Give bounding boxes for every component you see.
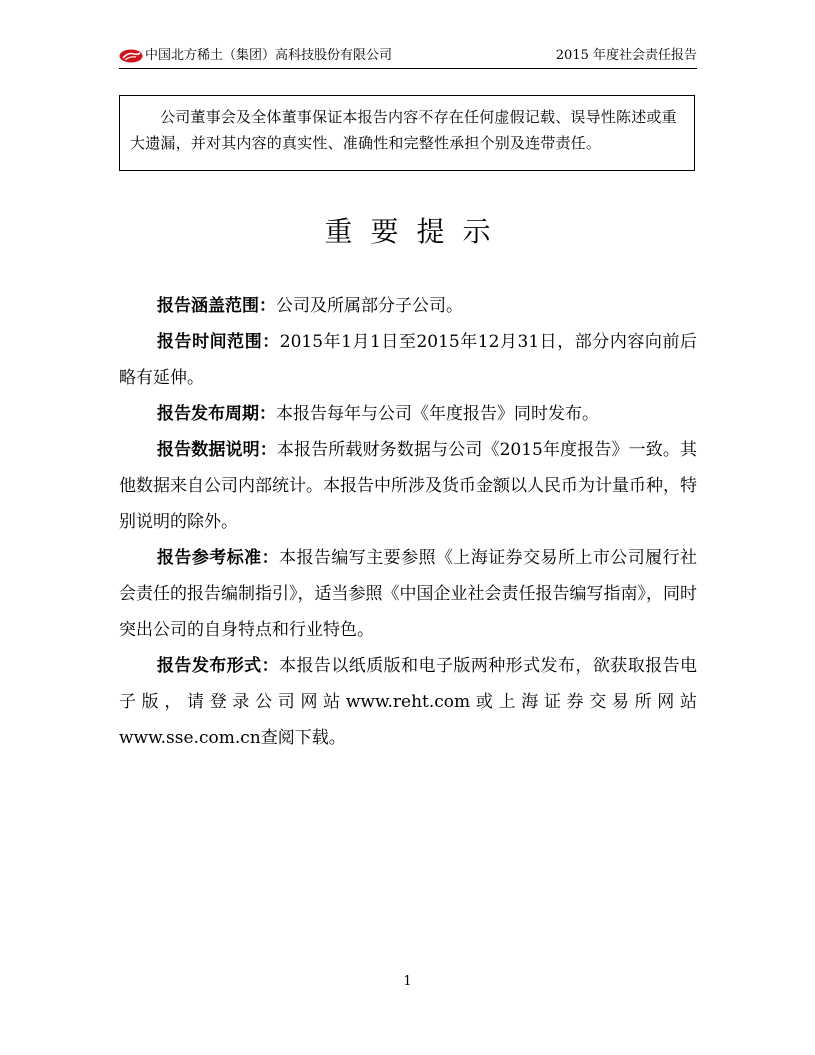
page-header — [119, 46, 697, 69]
section-scope — [119, 288, 697, 324]
section-text: 本报告每年与公司《年度报告》同时发布。 — [276, 404, 599, 424]
section-text: 本报告所载财务数据与公司《2015年度报告》一致。其他数据来自公司内部统计。本报告中所涉及货币金额以人民币为计量币种，特别说明的除外。 — [119, 440, 698, 532]
company-logo-icon — [119, 49, 143, 63]
page-title: 重要提示 — [324, 215, 509, 248]
report-title: 2015 年度社会责任报告 — [555, 48, 697, 63]
content-body — [119, 288, 697, 756]
section-text: 本报告以纸质版和电子版两种形式发布，欲获取报告电子版，请登录公司网站www.reht.com或上海证券交易所网站www.sse.com.cn查阅下载。 — [119, 656, 698, 748]
section-label: 报告时间范围： — [157, 332, 280, 352]
section-data — [119, 432, 697, 540]
section-text: 公司及所属部分子公司。 — [276, 296, 463, 316]
section-label: 报告涵盖范围： — [157, 296, 276, 316]
section-standards — [119, 540, 697, 648]
section-text: 2015年1月1日至2015年12月31日，部分内容向前后略有延伸。 — [119, 332, 697, 388]
section-label: 报告参考标准： — [157, 548, 280, 568]
section-format — [119, 648, 697, 756]
section-label: 报告发布周期： — [157, 404, 276, 424]
section-cycle — [119, 396, 697, 432]
page-number: 1 — [403, 974, 412, 989]
section-label: 报告数据说明： — [157, 440, 277, 460]
disclaimer-box: 公司董事会及全体董事保证本报告内容不存在任何虚假记载、误导性陈述或重大遗漏，并对其内容的真实性、准确性和完整性承担个别及连带责任。 — [119, 95, 695, 171]
section-label: 报告发布形式： — [157, 656, 280, 676]
section-period — [119, 324, 697, 396]
company-name: 中国北方稀土（集团）高科技股份有限公司 — [145, 48, 393, 63]
section-text: 本报告编写主要参照《上海证券交易所上市公司履行社会责任的报告编制指引》，适当参照《中国企业社会责任报告编写指南》，同时突出公司的自身特点和行业特色。 — [119, 548, 698, 640]
